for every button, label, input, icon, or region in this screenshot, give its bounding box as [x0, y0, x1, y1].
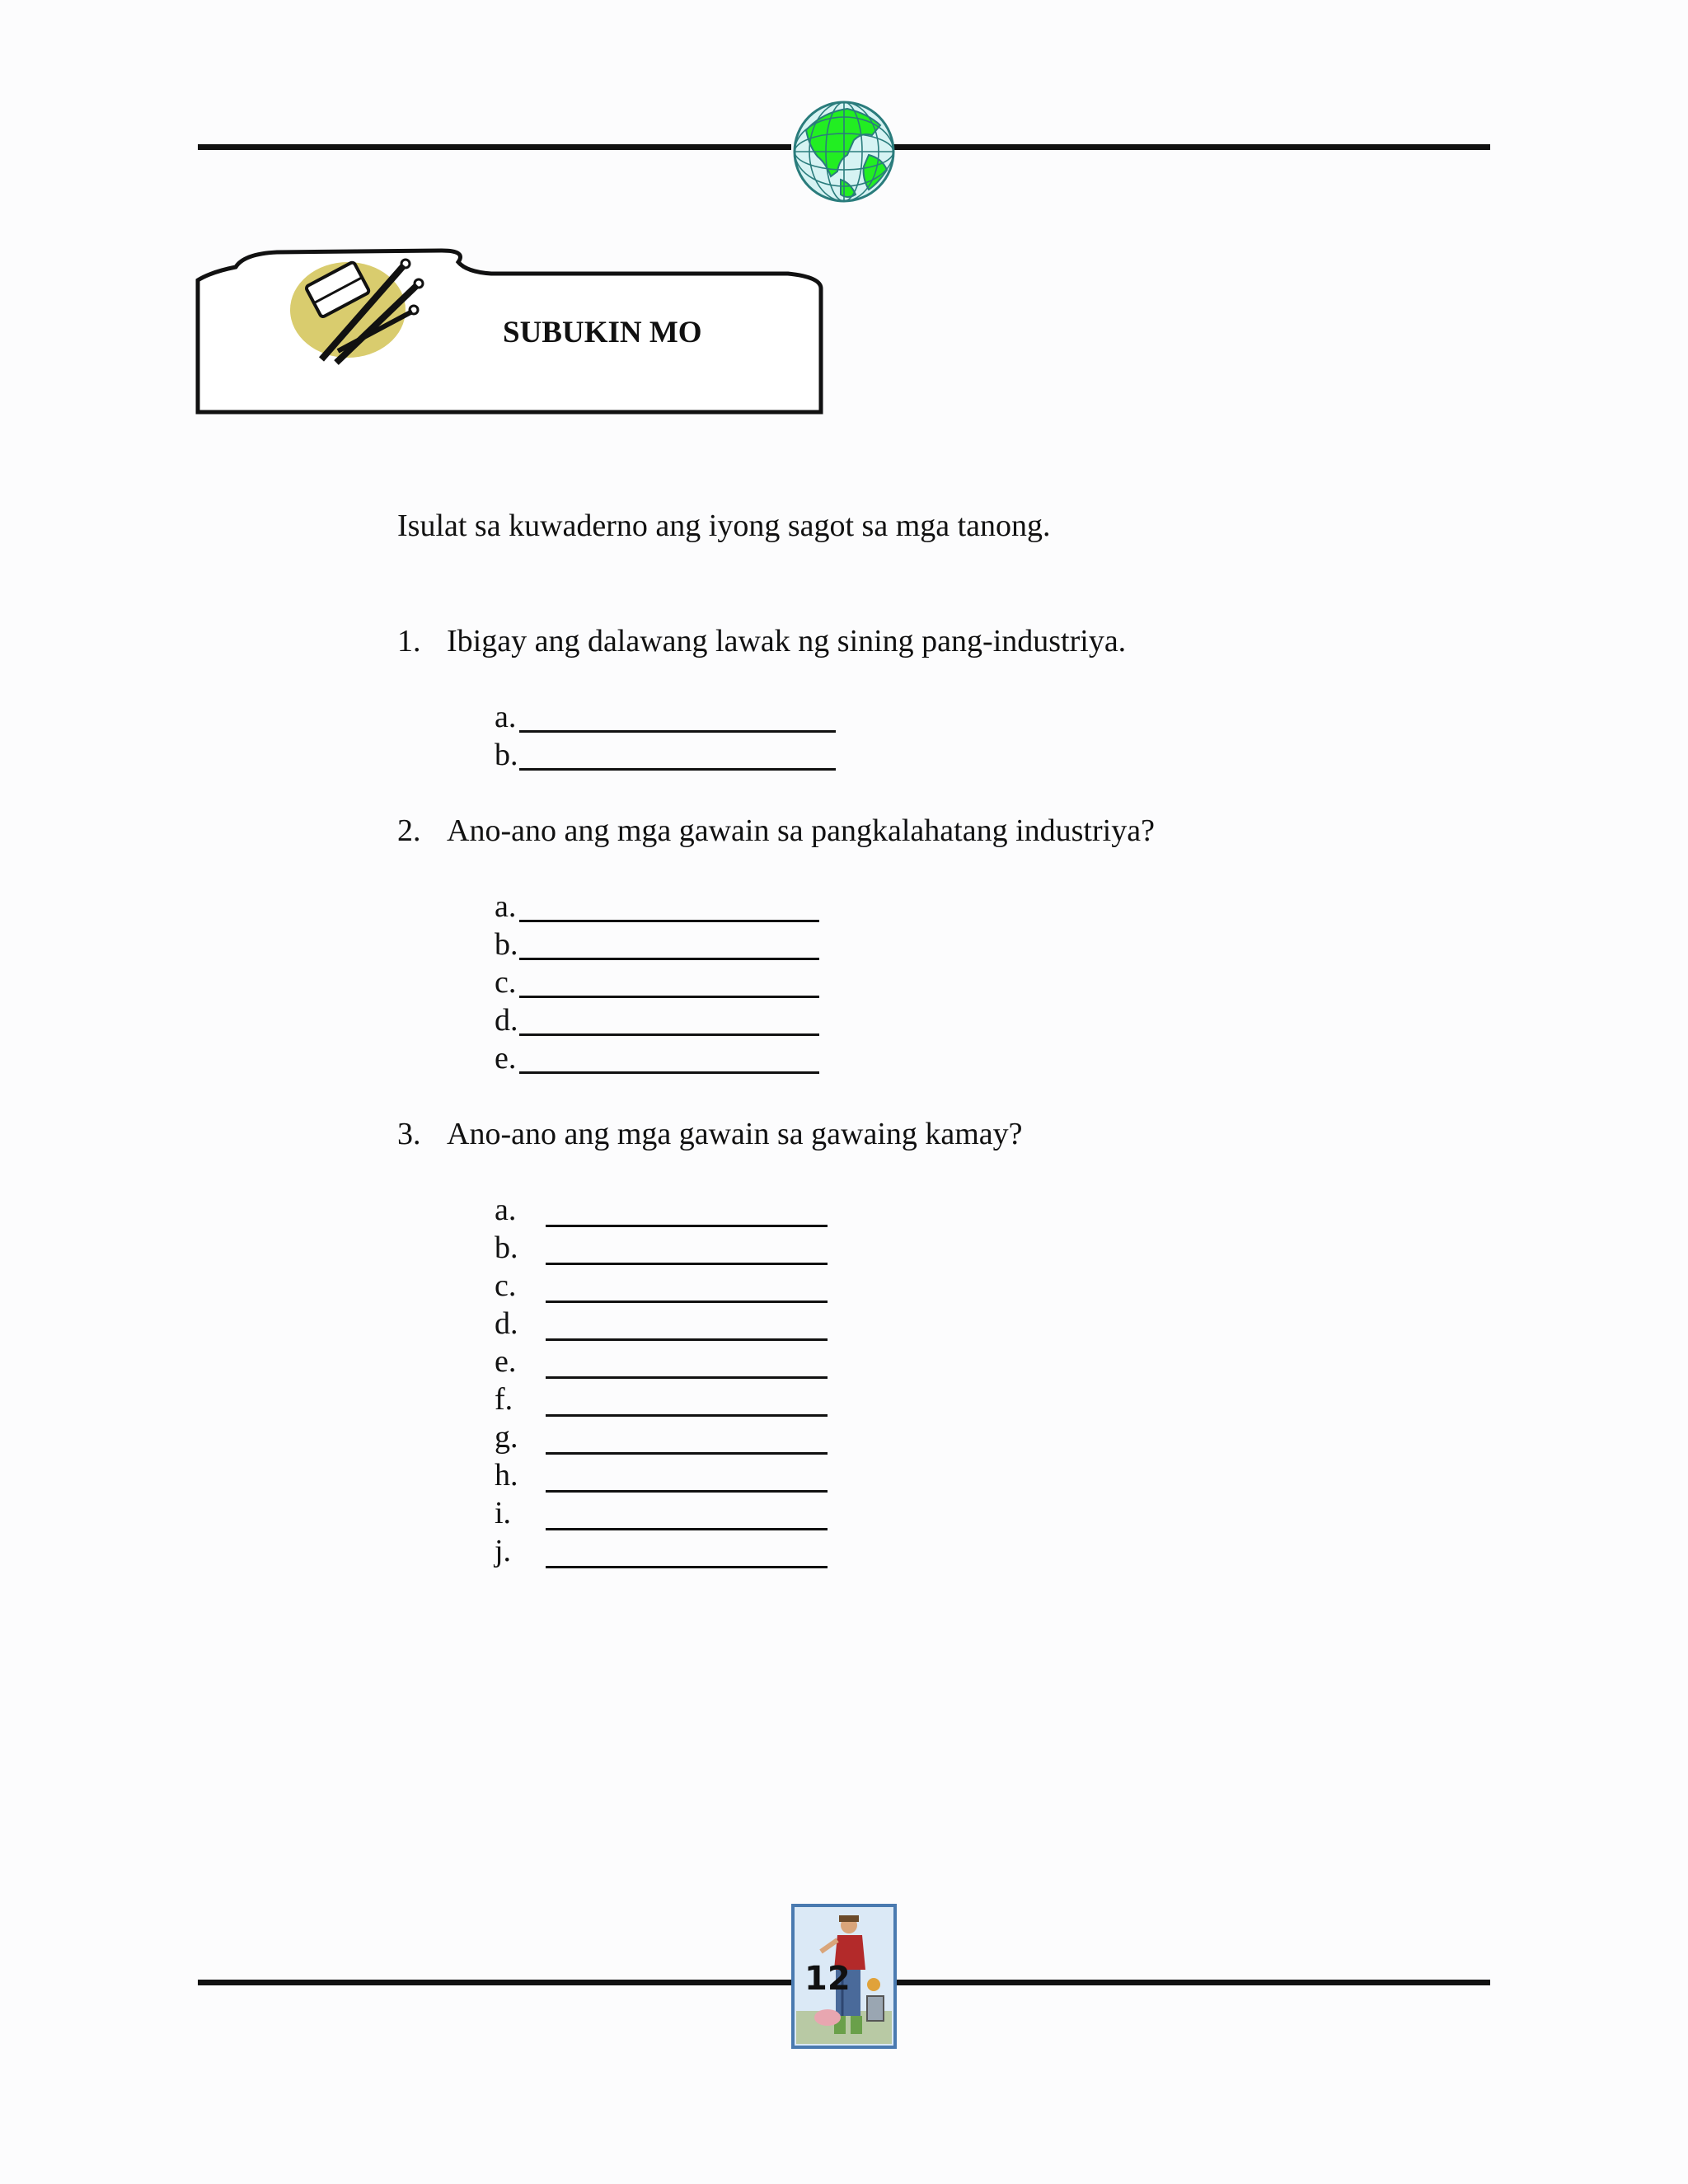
question-2-text: Ano-ano ang mga gawain sa pangkalahatang industriya? — [447, 813, 1155, 848]
question-3-text: Ano-ano ang mga gawain sa gawaing kamay? — [447, 1117, 1023, 1151]
question-3-item-label: j. — [495, 1534, 512, 1568]
question-3-answer-e[interactable] — [546, 1376, 828, 1379]
question-3-answer-f[interactable] — [546, 1414, 828, 1417]
question-3-answer-i[interactable] — [546, 1528, 828, 1530]
question-1-item-label: a. — [495, 700, 517, 734]
question-1-answer-b[interactable] — [519, 768, 836, 771]
instructions-text: Isulat sa kuwaderno ang iyong sagot sa mga tanong. — [397, 509, 1051, 543]
question-3-item-label: h. — [495, 1458, 518, 1493]
question-3-item-label: a. — [495, 1193, 517, 1227]
question-3-item-label: i. — [495, 1496, 512, 1530]
question-2-answer-d[interactable] — [519, 1033, 819, 1036]
question-3-answer-d[interactable] — [546, 1338, 828, 1341]
question-2-answer-c[interactable] — [519, 996, 819, 998]
header-rule-right — [890, 144, 1490, 150]
question-2-item-label: a. — [495, 889, 517, 924]
question-2-item-label: c. — [495, 965, 517, 1000]
question-1-answer-a[interactable] — [519, 730, 836, 733]
question-3-answer-b[interactable] — [546, 1263, 828, 1265]
question-3-answer-j[interactable] — [546, 1566, 828, 1568]
question-3-item-label: d. — [495, 1306, 518, 1341]
pencils-eraser-icon — [288, 252, 429, 368]
header-rule-left — [198, 144, 791, 150]
question-1-item-label: b. — [495, 738, 518, 772]
question-3-item-label: g. — [495, 1420, 518, 1455]
page-number: 12 — [804, 1960, 851, 1998]
question-3-item-label: e. — [495, 1344, 517, 1379]
question-2-number: 2. — [397, 813, 421, 848]
question-3-answer-g[interactable] — [546, 1452, 828, 1455]
question-2-item-label: b. — [495, 927, 518, 962]
question-3-item-label: f. — [495, 1382, 513, 1417]
question-2-answer-a[interactable] — [519, 920, 819, 922]
question-2-answer-e[interactable] — [519, 1071, 819, 1074]
footer-rule-right — [892, 1980, 1490, 1985]
question-1-text: Ibigay ang dalawang lawak ng sining pang-industriya. — [447, 624, 1127, 658]
question-3-answer-c[interactable] — [546, 1301, 828, 1303]
globe-icon — [790, 97, 898, 206]
question-2-item-label: d. — [495, 1003, 518, 1038]
question-3-answer-h[interactable] — [546, 1490, 828, 1493]
question-2-answer-b[interactable] — [519, 958, 819, 960]
question-2-item-label: e. — [495, 1041, 517, 1076]
question-1-number: 1. — [397, 624, 421, 658]
question-3-answer-a[interactable] — [546, 1225, 828, 1227]
section-title: SUBUKIN MO — [503, 316, 702, 349]
question-3-item-label: b. — [495, 1230, 518, 1265]
footer-rule-left — [198, 1980, 793, 1985]
question-3-number: 3. — [397, 1117, 421, 1151]
question-3-item-label: c. — [495, 1268, 517, 1303]
